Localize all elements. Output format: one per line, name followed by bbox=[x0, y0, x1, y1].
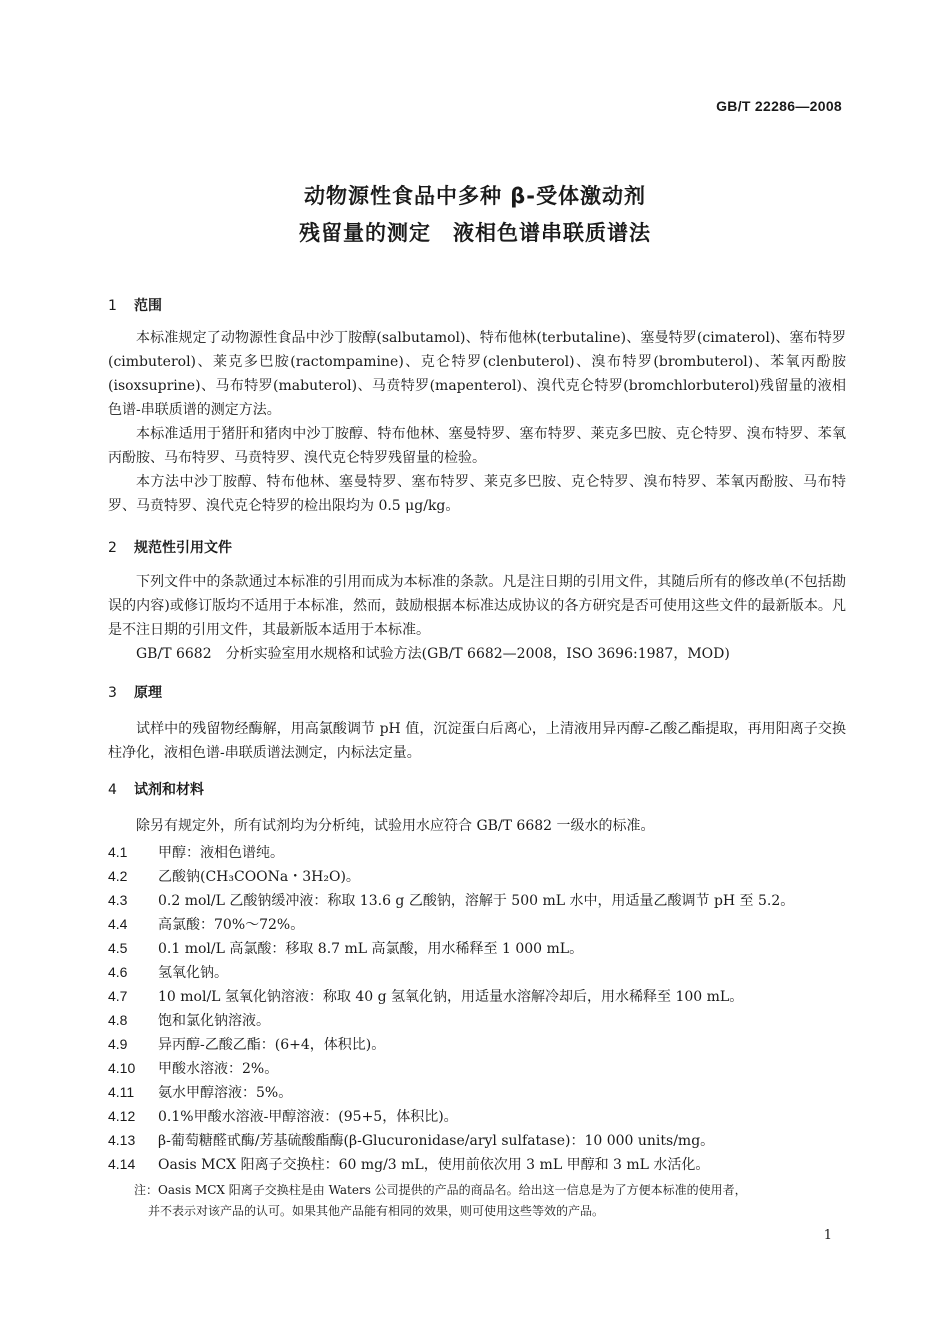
section-1-body bbox=[108, 326, 846, 518]
paragraph: 本标准适用于猪肝和猪肉中沙丁胺醇、特布他林、塞曼特罗、塞布特罗、莱克多巴胺、克仑特罗、溴布特罗、苯氧丙酚胺、马布特罗、马贲特罗、溴代克仑特罗残留量的检验。 bbox=[108, 426, 846, 466]
standard-code: GB/T 22286—2008 bbox=[716, 98, 842, 114]
reagent-item bbox=[108, 1058, 858, 1079]
reagent-item bbox=[108, 1034, 858, 1055]
item-number: 4.3 bbox=[108, 892, 128, 908]
item-number: 4.10 bbox=[108, 1060, 136, 1076]
reagent-item bbox=[108, 962, 858, 983]
item-number: 4.8 bbox=[108, 1012, 128, 1028]
reagent-item bbox=[108, 1106, 858, 1127]
footnote bbox=[134, 1180, 846, 1222]
item-number: 4.1 bbox=[108, 844, 128, 860]
item-text: 氨水甲醇溶液：5%。 bbox=[158, 1085, 293, 1101]
section-title: 范围 bbox=[134, 298, 162, 314]
item-text: 乙酸钠(CH₃COONa・3H₂O)。 bbox=[158, 869, 360, 885]
section-title: 试剂和材料 bbox=[134, 782, 204, 798]
item-text: 异丙醇-乙酸乙酯：(6+4，体积比)。 bbox=[158, 1037, 386, 1053]
reagent-item bbox=[108, 986, 858, 1007]
reagent-item bbox=[108, 938, 858, 959]
item-text: 10 mol/L 氢氧化钠溶液：称取 40 g 氢氧化钠，用适量水溶解冷却后，用水稀释至 100 mL。 bbox=[158, 989, 744, 1005]
section-3-heading bbox=[108, 683, 162, 703]
document-title-line-2: 残留量的测定 液相色谱串联质谱法 bbox=[299, 221, 651, 245]
section-title: 原理 bbox=[134, 685, 162, 701]
item-text: β-葡萄糖醛甙酶/芳基硫酸酯酶(β-Glucuronidase/aryl sulfatase)：10 000 units/mg。 bbox=[158, 1133, 715, 1149]
reagent-item bbox=[108, 1154, 858, 1175]
section-number: 1 bbox=[108, 298, 117, 314]
item-number: 4.2 bbox=[108, 868, 128, 884]
item-number: 4.12 bbox=[108, 1108, 136, 1124]
paragraph: 下列文件中的条款通过本标准的引用而成为本标准的条款。凡是注日期的引用文件，其随后所有的修改单(不包括勘误的内容)或修订版均不适用于本标准，然而，鼓励根据本标准达成协议的各方研究是否可使用这些文件的最新版本。凡是不注日期的引用文件，其最新版本适用于本标准。 bbox=[108, 574, 846, 638]
note-line: 并不表示对该产品的认可。如果其他产品能有相同的效果，则可使用这些等效的产品。 bbox=[148, 1204, 605, 1218]
item-text: 高氯酸：70%～72%。 bbox=[158, 917, 305, 933]
item-text: 甲酸水溶液：2%。 bbox=[158, 1061, 279, 1077]
item-text: 0.1 mol/L 高氯酸：移取 8.7 mL 高氯酸，用水稀释至 1 000 mL。 bbox=[158, 941, 584, 957]
section-3-body bbox=[108, 717, 846, 765]
item-number: 4.11 bbox=[108, 1084, 135, 1100]
section-number: 4 bbox=[108, 782, 117, 798]
paragraph: 本标准规定了动物源性食品中沙丁胺醇(salbutamol)、特布他林(terbutaline)、塞曼特罗(cimaterol)、塞布特罗(cimbuterol)、莱克多巴胺(ractompamine)、克仑特罗(clenbuterol)、溴布特罗(brombuterol)、苯氧丙酚胺(isoxsuprine)、马布特罗(mabuterol)、马贲特罗(mapenterol)、溴代克仑特罗(bromchlorbuterol)残留量的液相色谱-串联质谱的测定方法。 bbox=[108, 330, 846, 418]
item-text: 0.1%甲酸水溶液-甲醇溶液：(95+5，体积比)。 bbox=[158, 1109, 458, 1125]
reagent-item bbox=[108, 866, 858, 887]
item-number: 4.6 bbox=[108, 964, 128, 980]
item-text: 饱和氯化钠溶液。 bbox=[158, 1013, 270, 1029]
reagent-item bbox=[108, 842, 858, 863]
section-title: 规范性引用文件 bbox=[134, 540, 232, 556]
page-number: 1 bbox=[823, 1228, 832, 1243]
item-number: 4.5 bbox=[108, 940, 128, 956]
item-text: 0.2 mol/L 乙酸钠缓冲液：称取 13.6 g 乙酸钠，溶解于 500 mL 水中，用适量乙酸调节 pH 至 5.2。 bbox=[158, 893, 795, 909]
section-number: 2 bbox=[108, 540, 117, 556]
reagent-item bbox=[108, 890, 858, 911]
reagent-item bbox=[108, 1130, 858, 1151]
reagent-item bbox=[108, 1010, 858, 1031]
reagent-item bbox=[108, 1082, 858, 1103]
item-text: Oasis MCX 阳离子交换柱：60 mg/3 mL，使用前依次用 3 mL 甲醇和 3 mL 水活化。 bbox=[158, 1157, 710, 1173]
item-number: 4.9 bbox=[108, 1036, 128, 1052]
document-title-line-1: 动物源性食品中多种 β-受体激动剂 bbox=[303, 184, 647, 208]
paragraph: 试样中的残留物经酶解，用高氯酸调节 pH 值，沉淀蛋白后离心，上清液用异丙醇-乙酸乙酯提取，再用阳离子交换柱净化，液相色谱-串联质谱法测定，内标法定量。 bbox=[108, 721, 846, 761]
section-4-heading bbox=[108, 780, 204, 800]
reagent-item bbox=[108, 914, 858, 935]
note-line: 注：Oasis MCX 阳离子交换柱是由 Waters 公司提供的产品的商品名。给出这一信息是为了方便本标准的使用者， bbox=[134, 1183, 747, 1197]
section-2-heading bbox=[108, 538, 232, 558]
item-text: 甲醇：液相色谱纯。 bbox=[158, 845, 284, 861]
section-1-heading bbox=[108, 296, 162, 316]
paragraph: 除另有规定外，所有试剂均为分析纯，试验用水应符合 GB/T 6682 一级水的标准。 bbox=[136, 818, 655, 834]
item-number: 4.4 bbox=[108, 916, 128, 932]
section-number: 3 bbox=[108, 685, 117, 701]
section-2-body bbox=[108, 570, 846, 666]
normative-reference: GB/T 6682 分析实验室用水规格和试验方法(GB/T 6682—2008，ISO 3696:1987，MOD) bbox=[136, 646, 730, 662]
item-number: 4.14 bbox=[108, 1156, 136, 1172]
item-text: 氢氧化钠。 bbox=[158, 965, 228, 981]
item-number: 4.13 bbox=[108, 1132, 136, 1148]
item-number: 4.7 bbox=[108, 988, 128, 1004]
paragraph: 本方法中沙丁胺醇、特布他林、塞曼特罗、塞布特罗、莱克多巴胺、克仑特罗、溴布特罗、苯氧丙酚胺、马布特罗、马贲特罗、溴代克仑特罗的检出限均为 0.5 μg/kg。 bbox=[108, 474, 846, 514]
section-4-intro bbox=[108, 814, 846, 838]
